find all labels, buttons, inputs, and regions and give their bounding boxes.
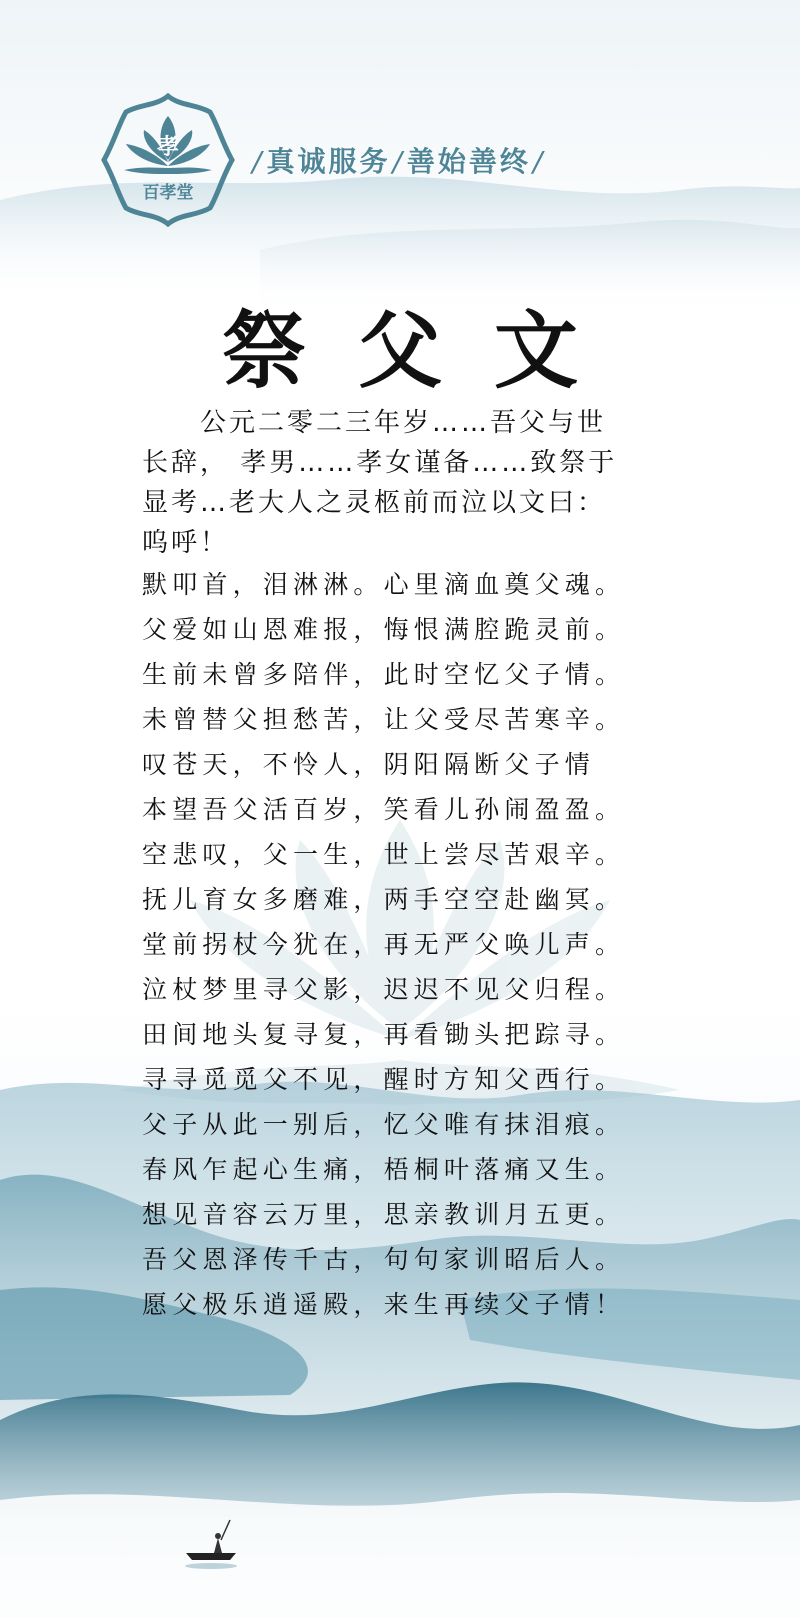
verse-line: 春风乍起心生痛，梧桐叶落痛又生。	[142, 1155, 626, 1184]
slogan-separator: /	[532, 145, 546, 178]
verse-line: 堂前拐杖今犹在，再无严父唤儿声。	[142, 930, 626, 959]
lotus-icon	[100, 92, 236, 228]
verse-line: 空悲叹，父一生，世上尝尽苦艰辛。	[142, 840, 626, 869]
verse-line: 吾父恩泽传千古，句句家训昭后人。	[142, 1245, 626, 1274]
intro-line: 公元二零二三年岁……吾父与世	[142, 408, 607, 438]
verse-line: 寻寻觅觅父不见，醒时方知父西行。	[142, 1065, 626, 1094]
title-char: 父	[357, 301, 442, 400]
slogan-part-1: 真诚服务	[266, 145, 391, 178]
title-char: 祭	[221, 301, 306, 400]
verse-line: 抚儿育女多磨难，两手空空赴幽冥。	[142, 885, 626, 914]
svg-text:百孝堂: 百孝堂	[142, 183, 194, 203]
intro-line: 长辞， 孝男……孝女谨备……致祭于	[142, 448, 618, 478]
verse-line: 泣杖梦里寻父影，迟迟不见父归程。	[142, 975, 626, 1004]
intro-line: 呜呼！	[142, 528, 230, 558]
verse-line: 父爱如山恩难报，悔恨满腔跪灵前。	[142, 615, 626, 644]
svg-text:孝: 孝	[156, 134, 180, 160]
slogan-separator: /	[392, 145, 405, 178]
slogan-part-2: 善始善终	[406, 145, 531, 178]
verse-line: 生前未曾多陪伴，此时空忆父子情。	[142, 660, 626, 689]
slogan-separator: /	[252, 145, 265, 178]
verse-line: 叹苍天，不怜人，阴阳隔断父子情	[142, 750, 596, 779]
verse-list	[142, 562, 682, 1327]
intro-paragraph	[142, 403, 662, 563]
verse-line: 默叩首，泪淋淋。心里滴血奠父魂。	[142, 570, 626, 599]
page-title	[0, 284, 800, 405]
verse-line: 父子从此一别后，忆父唯有抹泪痕。	[142, 1110, 626, 1139]
brand-logo	[100, 92, 236, 228]
verse-line: 想见音容云万里，思亲教训月五更。	[142, 1200, 626, 1229]
verse-line: 未曾替父担愁苦，让父受尽苦寒辛。	[142, 705, 626, 734]
verse-line: 愿父极乐逍遥殿，来生再续父子情！	[142, 1290, 626, 1319]
mist	[0, 1493, 800, 1618]
verse-line: 本望吾父活百岁，笑看儿孙闹盈盈。	[142, 795, 626, 824]
slogan	[250, 140, 547, 180]
intro-line: 显考…老大人之灵柩前而泣以文曰：	[142, 488, 607, 518]
title-char: 文	[494, 301, 579, 400]
verse-line: 田间地头复寻复，再看锄头把踪寻。	[142, 1020, 626, 1049]
